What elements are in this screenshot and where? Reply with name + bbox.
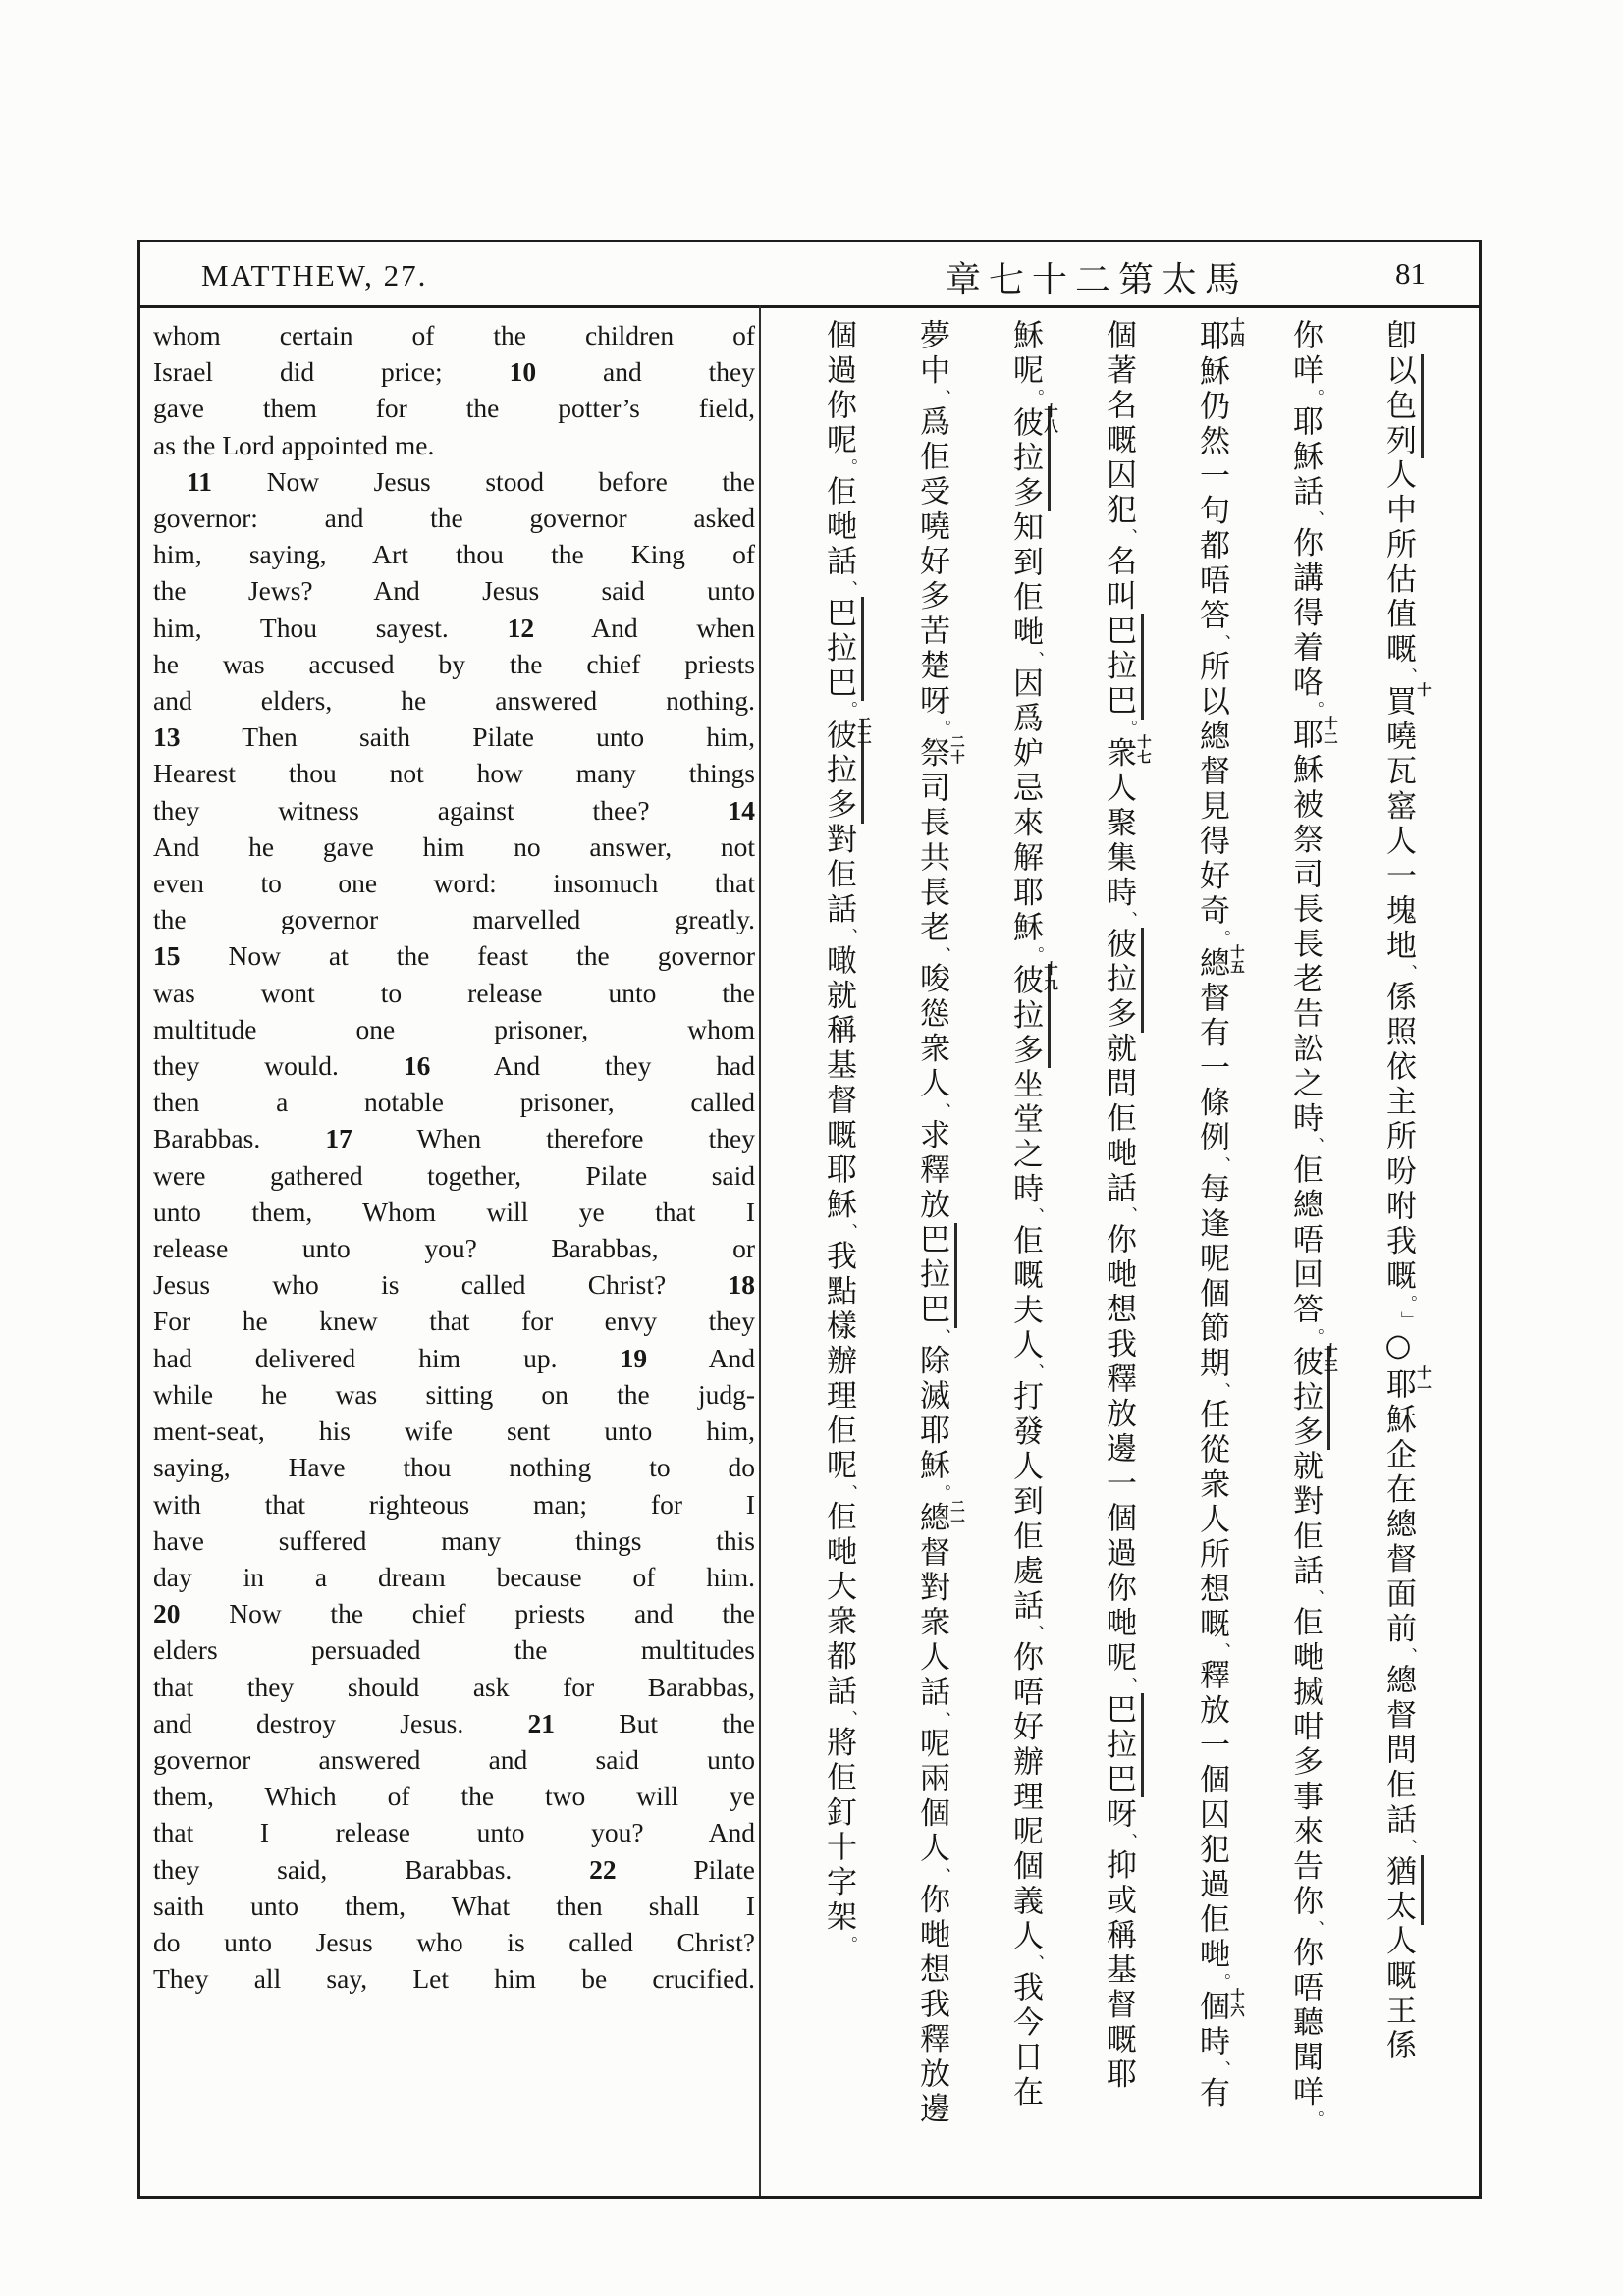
cjk-punctuation: 」 [1397, 1310, 1417, 1328]
verse-number: 15 [153, 940, 181, 972]
cjk-punctuation: 、 [1117, 1832, 1137, 1849]
cjk-punctuation: 、 [1397, 964, 1417, 982]
cjk-punctuation: 。 [1304, 389, 1324, 406]
english-line: gave them for the potter’s field, [153, 393, 755, 424]
english-line: he was accused by the chief priests [153, 648, 755, 679]
english-line: governor: and the governor asked [153, 503, 755, 534]
english-line: they said, Barabbas. 22 Pilate [153, 1853, 755, 1885]
english-line: Israel did price; 10 and they [153, 356, 755, 388]
cjk-punctuation: 、 [838, 928, 857, 945]
proper-name-mark: 彼拉多 [1287, 1346, 1330, 1451]
proper-name-mark: 巴拉巴 [1101, 1693, 1144, 1798]
english-line: him, Thou sayest. 12 And when [153, 612, 755, 643]
cjk-punctuation: 、 [1304, 1589, 1324, 1607]
english-line: 11 Now Jesus stood before the [187, 465, 755, 497]
cjk-punctuation: 、 [1211, 1381, 1230, 1399]
cjk-punctuation: 。 [1397, 1294, 1417, 1311]
cjk-punctuation: 、 [931, 1866, 950, 1884]
cjk-punctuation: 。 [1304, 2110, 1324, 2128]
chinese-column: 你咩。耶穌話、你講得着咯。 十二 耶穌被祭司長長老告訟之時、佢總唔回答。 十三 彼拉多就對佢話、佢哋搣咁多事來告你、你唔聽聞咩。 [1258, 319, 1351, 2176]
cjk-punctuation: 、 [931, 389, 950, 406]
english-line: was wont to release unto the [153, 977, 755, 1008]
english-line: even to one word: insomuch that [153, 868, 755, 899]
cjk-punctuation: 、 [1211, 633, 1230, 651]
chinese-column: 個著名嘅囚犯、名叫巴拉巴。 十七 衆人聚集時、彼拉多就問佢哋話、你哋想我釋放邊一個過你哋呢、巴拉巴呀、抑或稱基督嘅耶 [1071, 319, 1164, 2176]
proper-name-mark: 以色列 [1380, 354, 1424, 459]
english-line: 15 Now at the feast the governor [153, 940, 755, 972]
proper-name-mark: 彼拉多 [1007, 964, 1051, 1069]
proper-name-mark: 巴拉巴 [821, 597, 864, 702]
page-number: 81 [1395, 256, 1426, 291]
cjk-punctuation: 。 [1024, 389, 1044, 406]
running-head-english: MATTHEW, 27. [201, 258, 428, 293]
verse-number: 13 [153, 721, 181, 753]
english-line: the governor marvelled greatly. [153, 904, 755, 935]
cjk-punctuation: 、 [1397, 1647, 1417, 1665]
proper-name-mark: 猶太 [1380, 1855, 1424, 1925]
english-line: do unto Jesus who is called Christ? [153, 1926, 755, 1957]
english-line: had delivered him up. 19 And [153, 1342, 756, 1373]
cjk-punctuation: 。 [931, 1483, 950, 1501]
cjk-punctuation: 、 [1117, 1676, 1137, 1693]
english-line: Hearest thou not how many things [153, 758, 755, 789]
cjk-punctuation: 、 [931, 1101, 950, 1119]
verse-number: 17 [325, 1123, 352, 1154]
cjk-punctuation: 、 [1397, 1838, 1417, 1855]
cjk-punctuation: 、 [1211, 1642, 1230, 1660]
proper-name-mark: 巴拉巴 [914, 1223, 957, 1328]
cjk-punctuation: 。 [1024, 945, 1044, 963]
verse-number: 19 [620, 1342, 648, 1373]
cjk-punctuation: 、 [1304, 1137, 1324, 1154]
english-line: as the Lord appointed me. [153, 429, 435, 460]
verse-number: 14 [728, 794, 755, 826]
cjk-punctuation: 。 [838, 1935, 857, 1952]
verse-number: 20 [153, 1598, 181, 1629]
cjk-punctuation: 、 [1024, 650, 1044, 667]
verse-number: 18 [728, 1269, 755, 1301]
verse-number: 16 [403, 1050, 431, 1082]
cjk-punctuation: 、 [838, 1483, 857, 1501]
cjk-punctuation: 。 [1211, 929, 1230, 946]
verse-number: 21 [527, 1707, 556, 1738]
proper-name-mark: 彼拉多 [1101, 928, 1144, 1033]
running-head-chinese: 章七十二第太馬 [946, 260, 1249, 300]
english-line: they would. 16 And they had [153, 1050, 755, 1082]
cjk-punctuation: 、 [838, 1223, 857, 1241]
cjk-punctuation: 、 [838, 579, 857, 597]
cjk-punctuation: 、 [1211, 1155, 1230, 1173]
verse-number: 22 [589, 1853, 617, 1885]
english-line: 20 Now the chief priests and the [153, 1598, 755, 1629]
cjk-punctuation: 、 [931, 1710, 950, 1728]
english-line: whom certain of the children of [153, 320, 755, 350]
english-line: For he knew that for envy they [153, 1306, 755, 1337]
english-line: were gathered together, Pilate said [153, 1159, 755, 1191]
english-line: They all say, Let him be crucified. [153, 1963, 755, 1995]
english-line: 13 Then saith Pilate unto him, [153, 721, 755, 753]
english-line: release unto you? Barabbas, or [153, 1233, 755, 1264]
english-line: governor answered and said unto [153, 1743, 755, 1775]
chinese-column: 十四 耶穌仍然一句都唔答、所以總督見得好奇。 十五 總督有一條例、每逢呢個節期、任從衆人所想嘅、釋放一個囚犯過佢哋。 十六 個時、有 [1164, 319, 1258, 2176]
english-line: and elders, he answered nothing. [153, 685, 755, 717]
english-line: the Jews? And Jesus said unto [153, 575, 755, 607]
cjk-punctuation: 。 [1304, 701, 1324, 719]
column-divider [759, 305, 761, 2196]
english-line: while he was sitting on the judg- [153, 1378, 755, 1410]
page-frame [137, 240, 1482, 2199]
cjk-punctuation: 、 [1117, 528, 1137, 546]
cjk-punctuation: 。 [931, 719, 950, 736]
cjk-punctuation: 、 [1304, 509, 1324, 527]
cjk-punctuation: 、 [1024, 1954, 1044, 1972]
cjk-punctuation: 、 [1304, 1919, 1324, 1937]
english-line: and destroy Jesus. 21 But the [153, 1707, 755, 1738]
proper-name-mark: 彼拉多 [1007, 406, 1051, 511]
english-text-column [153, 317, 755, 1997]
english-line: they witness against thee? 14 [153, 794, 755, 826]
cjk-punctuation: 。 [838, 458, 857, 476]
english-line: him, saying, Art thou the King of [153, 539, 755, 570]
cjk-punctuation: 、 [1024, 1624, 1044, 1641]
cjk-punctuation: 。 [1117, 719, 1137, 736]
english-line: And he gave him no answer, not [153, 830, 755, 862]
chinese-column: 夢中、爲佢受嘵好多苦楚呀。 二十 祭司長共長老、唆慫衆人、求釋放巴拉巴、除滅耶穌。 二一 總督對衆人話、呢兩個人、你哋想我釋放邊 [885, 319, 978, 2176]
english-line: that they should ask for Barabbas, [153, 1671, 755, 1702]
chinese-column: 個過你呢。佢哋話、巴拉巴。 二二 彼拉多對佢話、噉就稱基督嘅耶穌、我點樣辦理佢呢、佢哋大衆都話、將佢釘十字架。 [791, 319, 885, 2176]
cjk-punctuation: 、 [931, 1327, 950, 1345]
english-line: saying, Have thou nothing to do [153, 1452, 755, 1483]
cjk-punctuation: 、 [1117, 1206, 1137, 1224]
english-line: day in a dream because of him. [153, 1561, 755, 1592]
cjk-punctuation: 。 [838, 701, 857, 719]
english-line: multitude one prisoner, whom [153, 1013, 755, 1044]
verse-number: 11 [187, 465, 212, 497]
english-line: ment-seat, his wife sent unto him, [153, 1415, 755, 1447]
english-line: Jesus who is called Christ? 18 [153, 1269, 755, 1301]
cjk-punctuation: 、 [1024, 1363, 1044, 1381]
cjk-punctuation: 、 [1117, 911, 1137, 929]
proper-name-mark: 彼拉多 [821, 719, 864, 824]
english-line: saith unto them, What then shall I [153, 1890, 755, 1921]
english-line: then a notable prisoner, called [153, 1087, 755, 1118]
cjk-punctuation: 、 [838, 1709, 857, 1727]
cjk-punctuation: 、 [1211, 2059, 1230, 2077]
english-line: with that righteous man; for I [153, 1488, 755, 1520]
cjk-punctuation: 、 [931, 945, 950, 963]
verse-number: 12 [507, 612, 535, 643]
verse-number: 10 [509, 356, 537, 388]
english-line: them, Which of the two will ye [153, 1781, 755, 1812]
chinese-text-columns [791, 305, 1474, 2176]
proper-name-mark: 巴拉巴 [1101, 614, 1144, 720]
english-line: elders persuaded the multitudes [153, 1634, 755, 1666]
chinese-column: 穌呢。 十八 彼拉多知到佢哋、因爲妒忌來解耶穌。 十九 彼拉多坐堂之時、佢嘅夫人、打發人到佢處話、你唔好辦理呢個義人、我今日在 [978, 319, 1071, 2176]
english-line: unto them, Whom will ye that I [153, 1196, 755, 1227]
cjk-punctuation: 。 [1211, 1972, 1230, 1990]
chinese-column: 卽以色列人中所估值嘅、 十 買嘵瓦窰人一塊地、係照依主所吩咐我嘅。」○ 十一 耶穌企在總督面前、總督問佢話、猶太人嘅王係 [1351, 319, 1444, 2176]
cjk-punctuation: 、 [1397, 667, 1417, 685]
cjk-punctuation: 、 [1024, 1207, 1044, 1225]
english-line: Barabbas. 17 When therefore they [153, 1123, 755, 1154]
english-line: that I release unto you? And [153, 1817, 755, 1848]
english-line: have suffered many things this [153, 1524, 755, 1556]
cjk-punctuation: 。 [1304, 1327, 1324, 1345]
